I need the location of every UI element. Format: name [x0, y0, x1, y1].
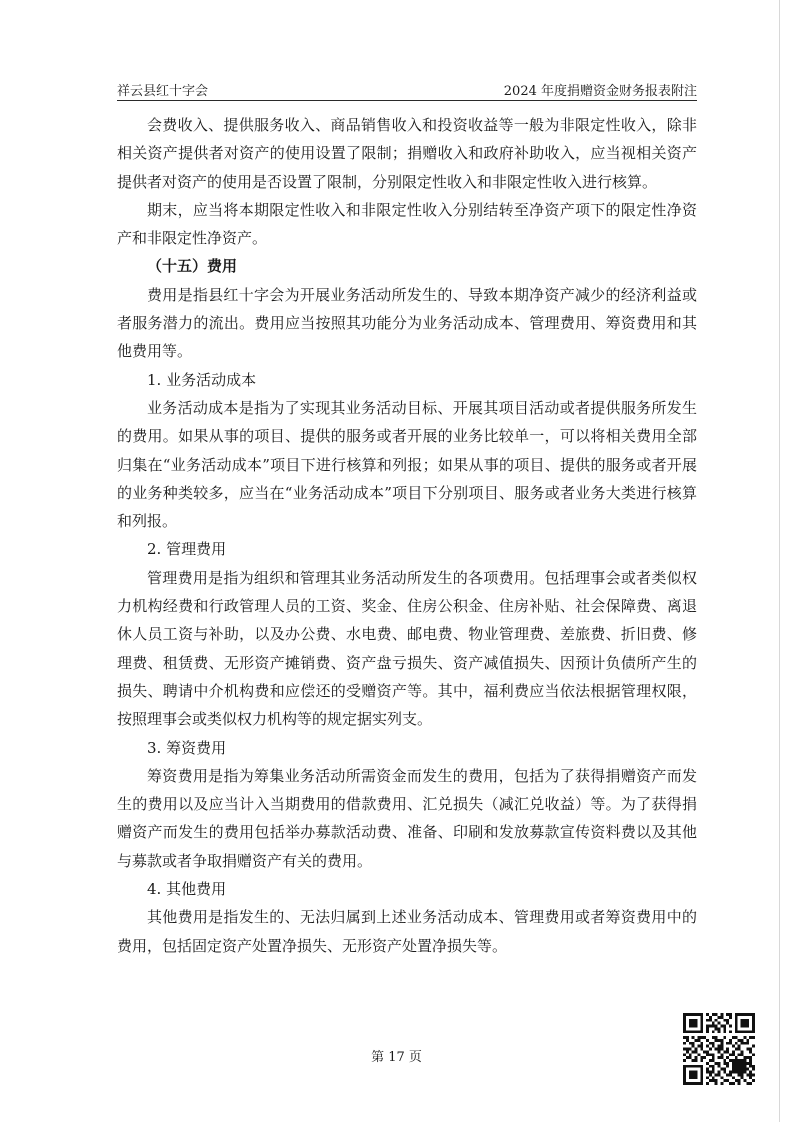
subheading-fundraising-expenses: 3. 筹资费用 — [147, 738, 227, 757]
paragraph-expense-definition: 费用是指县红十字会为开展业务活动所发生的、导致本期净资产减少的经济利益或者服务潜力的流出。费用应当按照其功能分为业务活动成本、管理费用、筹资费用和其他费用等。 — [117, 285, 697, 361]
page-edge — [779, 0, 780, 1122]
qr-code-icon — [683, 1013, 755, 1085]
paragraph-revenue-classification: 会费收入、提供服务收入、商品销售收入和投资收益等一般为非限定性收入，除非相关资产提供者对资产的使用设置了限制；捐赠收入和政府补助收入，应当视相关资产提供者对资产的使用是否设置了限制，分别限定性收入和非限定性收入进行核算。 — [117, 116, 697, 191]
subheading-business-activity-cost: 1. 业务活动成本 — [147, 370, 257, 389]
header-document-title: 2024 年度捐赠资金财务报表附注 — [503, 84, 697, 99]
document-body — [117, 111, 697, 960]
section-heading-expenses: （十五）费用 — [147, 257, 238, 276]
header-divider — [117, 100, 697, 101]
subheading-management-expenses: 2. 管理费用 — [147, 540, 227, 559]
page-header — [117, 80, 697, 100]
page-number: 第 17 页 — [371, 1050, 422, 1065]
paragraph-period-end-transfer: 期末，应当将本期限定性收入和非限定性收入分别结转至净资产项下的限定性净资产和非限定性净资产。 — [117, 200, 697, 248]
paragraph-other-expenses: 其他费用是指发生的、无法归属到上述业务活动成本、管理费用或者筹资费用中的费用，包括固定资产处置净损失、无形资产处置净损失等。 — [117, 908, 697, 955]
paragraph-business-activity-cost: 业务活动成本是指为了实现其业务活动目标、开展其项目活动或者提供服务所发生的费用。如果从事的项目、提供的服务或者开展的业务比较单一，可以将相关费用全部归集在“业务活动成本”项目下进行核算和列报；如果从事的项目、提供的服务或者开展的业务种类较多，应当在“业务活动成本”项目下分别项目、服务或者业务大类进行核算和列报。 — [117, 398, 697, 531]
header-organization: 祥云县红十字会 — [117, 84, 209, 99]
paragraph-management-expenses: 管理费用是指为组织和管理其业务活动所发生的各项费用。包括理事会或者类似权力机构经费和行政管理人员的工资、奖金、住房公积金、住房补贴、社会保障费、离退休人员工资与补助，以及办公费、水电费、邮电费、物业管理费、差旅费、折旧费、修理费、租赁费、无形资产摊销费、资产盘亏损失、资产减值损失、因预计负债所产生的损失、聘请中介机构费和应偿还的受赠资产等。其中，福利费应当依法根据管理权限，按照理事会或类似权力机构等的规定据实列支。 — [117, 568, 697, 729]
paragraph-fundraising-expenses: 筹资费用是指为筹集业务活动所需资金而发生的费用，包括为了获得捐赠资产而发生的费用以及应当计入当期费用的借款费用、汇兑损失（减汇兑收益）等。为了获得捐赠资产而发生的费用包括举办募款活动费、准备、印刷和发放募款宣传资料费以及其他与募款或者争取捐赠资产有关的费用。 — [117, 766, 697, 870]
subheading-other-expenses: 4. 其他费用 — [147, 880, 227, 899]
